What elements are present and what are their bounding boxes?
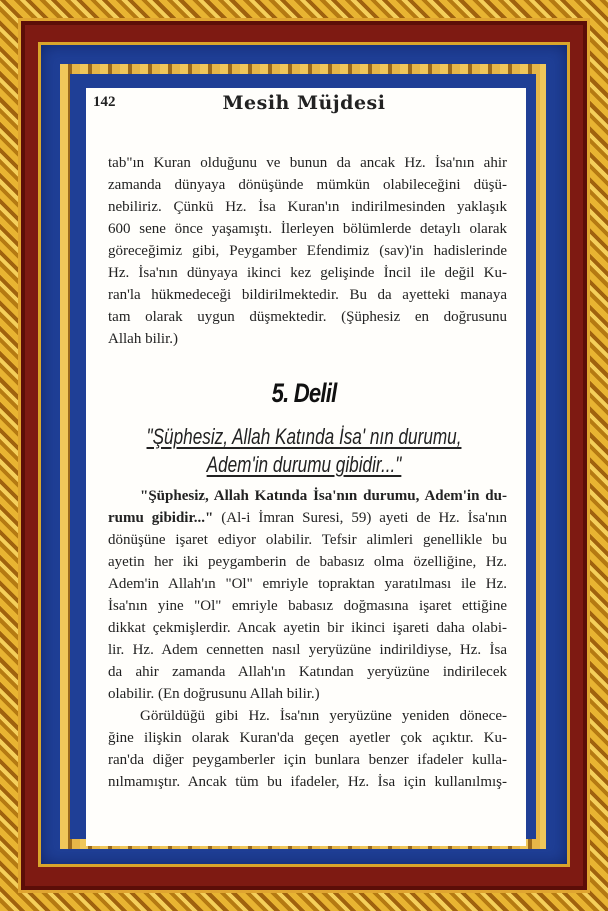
text-line: tam olarak uygun düşmektedir. (Şüphesiz en doğrusunu bbox=[108, 309, 507, 325]
text-line: nılmamıştır. Ancak tüm bu ifadeler, Hz. İsa için kullanılmış- bbox=[108, 774, 507, 790]
section-subtitle-1 bbox=[67, 424, 541, 450]
section-subtitle-2 bbox=[67, 452, 541, 478]
text-line: nebiliriz. Çünkü Hz. İsa Kuran'ın indirilmesinden yaklaşık bbox=[108, 199, 507, 215]
text-line: Hz. İsa'nın dünyaya ikinci kez gelişinde İncil ile değil Ku- bbox=[108, 265, 507, 281]
page-number: 142 bbox=[93, 94, 116, 110]
verse-quote: rumu gibidir..." bbox=[108, 510, 214, 526]
text-line: olabilir. (En doğrusunu Allah bilir.) bbox=[108, 686, 320, 702]
text-line: dikkat çekmişlerdir. Ancak ayetin bir ikinci işareti daha olabi- bbox=[108, 620, 507, 636]
intro-paragraph bbox=[108, 152, 507, 350]
text-line: ran'la hükmedeceği bildirilmektedir. Bu da ayetteki manaya bbox=[108, 287, 507, 303]
text-line: Allah bilir.) bbox=[108, 331, 178, 347]
text-line: lir. Hz. Adem cennetten nasıl yeryüzüne indirildiyse, Hz. İsa bbox=[108, 642, 507, 658]
section-body bbox=[108, 485, 507, 793]
text-line: zamanda dünyaya dönüşünde mümkün olabileceğini düşü- bbox=[108, 177, 507, 193]
text-line: tab"ın Kuran olduğunu ve bunun da ancak Hz. İsa'nın ahir bbox=[108, 155, 507, 171]
verse-reference: (Al-i İmran Suresi, 59) ayeti de Hz. İsa'nın bbox=[213, 510, 507, 526]
text-line: ayetin her iki peygamberin de babasız olma özelliğine, Hz. bbox=[108, 554, 507, 570]
text-line: da ahir zamanda Allah'ın Katından yeryüzüne indirilecek bbox=[108, 664, 507, 680]
running-title: Mesih Müjdesi bbox=[222, 92, 386, 114]
verse-quote: "Şüphesiz, Allah Katında İsa'nın durumu, Adem'in du- bbox=[140, 488, 507, 504]
text-line: Adem'in Allah'ın "Ol" emriyle topraktan yaratılması ile Hz. bbox=[108, 576, 507, 592]
text-line: Görüldüğü gibi Hz. İsa'nın yeryüzüne yeniden dönece- bbox=[140, 708, 507, 724]
text-line: ran'da diğer peygamberler için bunlara benzer ifadeler kulla- bbox=[108, 752, 507, 768]
text-line bbox=[108, 507, 507, 529]
subtitle-text: Adem'in durumu gibidir..." bbox=[206, 452, 402, 477]
text-line: dönüşüne işaret ediyor olabilir. Tefsir alimleri genellikle bu bbox=[108, 532, 507, 548]
section-title: 5. Delil bbox=[271, 378, 337, 408]
subtitle-text: "Şüphesiz, Allah Katında İsa' nın durumu, bbox=[146, 424, 462, 449]
text-line bbox=[108, 485, 507, 507]
text-line: İsa'nın yine "Ol" emriyle babasız doğmasına işaret ettiğine bbox=[108, 598, 507, 614]
text-line: ğine ilişkin olarak Kuran'da geçen ayetler çok açıktır. Ku- bbox=[108, 730, 507, 746]
text-line: göreceğimiz gibi, Peygamber Efendimiz (sav)'in hadislerinde bbox=[108, 243, 507, 259]
text-line: 600 sene önce yaşamıştı. İlerleyen bölümlerde detaylı olarak bbox=[108, 221, 507, 237]
